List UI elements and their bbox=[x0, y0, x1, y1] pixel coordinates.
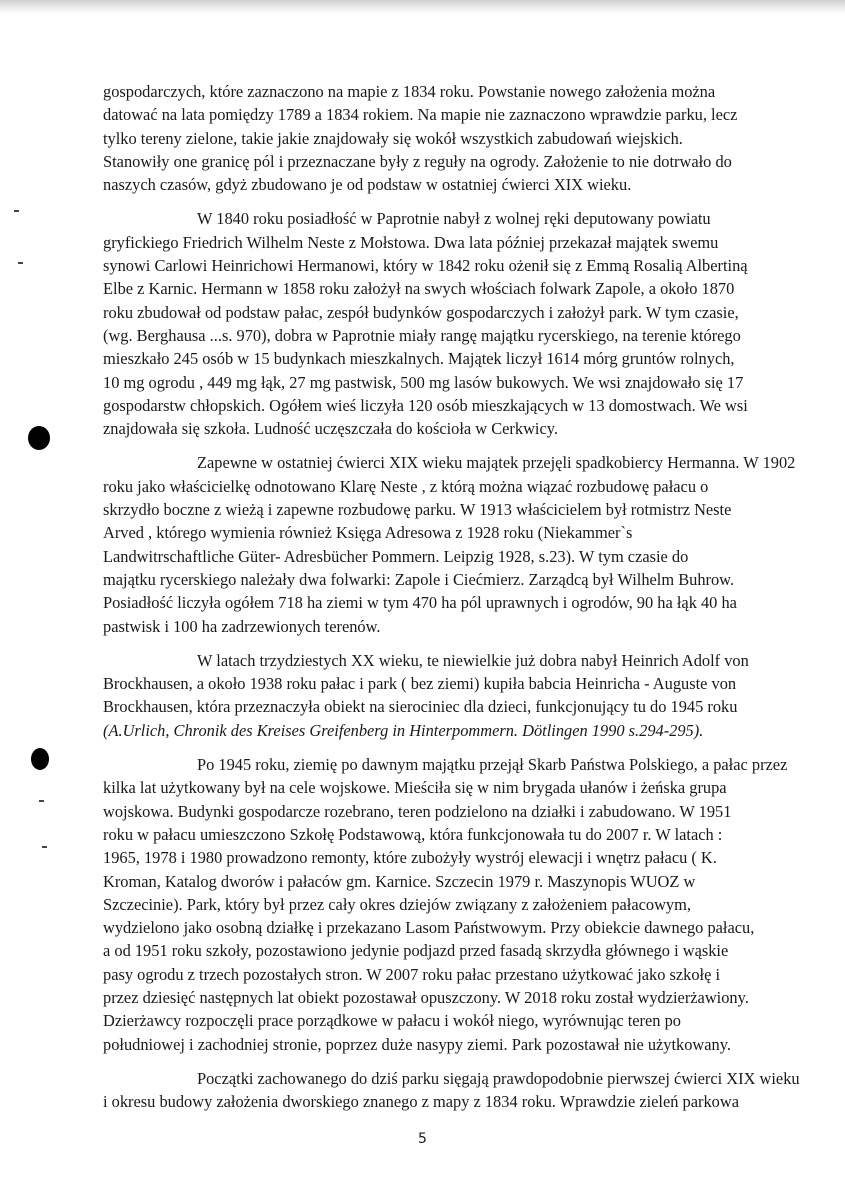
scan-mark bbox=[39, 800, 44, 802]
paragraph bbox=[103, 451, 796, 637]
paragraph bbox=[103, 753, 788, 1056]
text-line: naszych czasów, gdyż zbudowano je od podstaw w ostatniej ćwierci XIX wieku. bbox=[103, 175, 632, 195]
text-line: datować na lata pomiędzy 1789 a 1834 rokiem. Na mapie nie zaznaczono wprawdzie parku, lecz bbox=[103, 105, 738, 125]
paragraph bbox=[103, 207, 783, 440]
text-line: pasy ogrodu z trzech pozostałych stron. W 2007 roku pałac przestano użytkować jako szkołę i bbox=[103, 964, 721, 984]
text-line: 1965, 1978 i 1980 prowadzono remonty, które zubożyły wystrój elewacji i wnętrz pałacu ( K. bbox=[103, 848, 717, 868]
text-line: Landwitrschaftliche Güter- Adresbücher Pommern. Leipzig 1928, s.23). W tym czasie do bbox=[103, 546, 689, 566]
scan-mark bbox=[14, 210, 19, 212]
text-line: Brockhausen, która przeznaczyła obiekt na sierociniec dla dzieci, funkcjonujący tu do 1945 roku bbox=[103, 697, 738, 717]
text-line: (A.Urlich, Chronik des Kreises Greifenberg in Hinterpommern. Dötlingen 1990 s.294-295). bbox=[103, 720, 704, 740]
text-line: Brockhausen, a około 1938 roku pałac i park ( bez ziemi) kupiła babcia Heinricha - Auguste von bbox=[103, 674, 737, 694]
text-line: i okresu budowy założenia dworskiego znanego z mapy z 1834 roku. Wprawdzie zieleń parkowa bbox=[103, 1092, 739, 1112]
text-line: skrzydło boczne z wieżą i zapewne rozbudowę parku. W 1913 właścicielem był rotmistrz Neste bbox=[103, 500, 732, 520]
page-number: 5 bbox=[418, 1131, 427, 1147]
text-line: Kroman, Katalog dworów i pałaców gm. Karnice. Szczecin 1979 r. Maszynopis WUOZ w bbox=[103, 871, 696, 891]
text-line: gospodarczych, które zaznaczono na mapie z 1834 roku. Powstanie nowego założenia można bbox=[103, 82, 716, 101]
text-line: znajdowała się szkoła. Ludność uczęszczała do kościoła w Cerkwicy. bbox=[103, 419, 558, 439]
text-line: majątku rycerskiego należały dwa folwarki: Zapole i Ciećmierz. Zarządcą był Wilhelm Buhrow. bbox=[103, 569, 735, 589]
paragraph bbox=[103, 649, 783, 742]
text-line: Zapewne w ostatniej ćwierci XIX wieku majątek przejęli spadkobiercy Hermanna. W 1902 bbox=[197, 453, 796, 473]
text-line: kilka lat użytkowany był na cele wojskowe. Mieściła się w nim brygada ułanów i żeńska grupa bbox=[103, 778, 727, 798]
text-line: 10 mg ogrodu , 449 mg łąk, 27 mg pastwisk, 500 mg lasów bukowych. We wsi znajdowało się 17 bbox=[103, 372, 744, 392]
text-line: południowej i zachodniej stronie, poprzez duże nasypy ziemi. Park pozostawał nie użytkowany. bbox=[103, 1034, 731, 1054]
text-line: (wg. Berghausa ...s. 970), dobra w Paprotnie miały rangę majątku rycerskiego, na terenie którego bbox=[103, 325, 741, 345]
punch-hole bbox=[28, 426, 50, 450]
text-line: Początki zachowanego do dziś parku sięgają prawdopodobnie pierwszej ćwierci XIX wieku bbox=[197, 1068, 800, 1088]
punch-hole bbox=[31, 748, 49, 770]
scan-mark bbox=[18, 262, 23, 264]
text-line: Elbe z Karnic. Hermann w 1858 roku założył na swych włościach folwark Zapole, a około 1870 bbox=[103, 279, 735, 299]
text-line: a od 1951 roku szkoły, pozostawiono jedynie podjazd przed fasadą skrzydła głównego i wąskie bbox=[103, 941, 729, 961]
text-line: wojskowa. Budynki gospodarcze rozebrano, teren podzielono na działki i zabudowano. W 1951 bbox=[103, 801, 732, 821]
body-text bbox=[103, 80, 800, 1124]
text-line: synowi Carlowi Heinrichowi Hermanowi, który w 1842 roku ożenił się z Emmą Rosalią Albertiną bbox=[103, 256, 748, 276]
text-line: Szczecinie). Park, który był przez cały okres dziejów związany z założeniem pałacowym, bbox=[103, 894, 691, 914]
scan-top-edge bbox=[0, 0, 845, 14]
text-line: tylko tereny zielone, takie jakie znajdowały się wokół wszystkich zabudowań wiejskich. bbox=[103, 128, 683, 148]
text-line: pastwisk i 100 ha zadrzewionych terenów. bbox=[103, 616, 381, 636]
text-line: mieszkało 245 osób w 15 budynkach mieszkalnych. Majątek liczył 1614 mórg gruntów rolnych, bbox=[103, 349, 735, 369]
text-line: przez dziesięć następnych lat obiekt pozostawał opuszczony. W 2018 roku został wydzierżawiony. bbox=[103, 987, 749, 1007]
text-line: W latach trzydziestych XX wieku, te niewielkie już dobra nabył Heinrich Adolf von bbox=[197, 650, 749, 670]
text-line: roku zbudował od podstaw pałac, zespół budynków gospodarczych i założył park. W tym czasie, bbox=[103, 302, 739, 322]
text-line: Dzierżawcy rozpoczęli prace porządkowe w pałacu i wokół niego, wyrównując teren po bbox=[103, 1011, 681, 1031]
text-line: Po 1945 roku, ziemię po dawnym majątku przejął Skarb Państwa Polskiego, a pałac przez bbox=[197, 755, 788, 775]
text-line: Arved , którego wymienia również Księga Adresowa z 1928 roku (Niekammer`s bbox=[103, 523, 633, 543]
text-line: wydzielono jako osobną działkę i przekazano Lasom Państwowym. Przy obiekcie dawnego pałacu, bbox=[103, 918, 755, 938]
text-line: W 1840 roku posiadłość w Paprotnie nabył z wolnej ręki deputowany powiatu bbox=[197, 209, 711, 229]
text-line: Stanowiły one granicę pól i przeznaczane były z reguły na ogrody. Założenie to nie dotrwało do bbox=[103, 151, 732, 171]
paragraph bbox=[103, 1067, 800, 1114]
text-line: roku w pałacu umieszczono Szkołę Podstawową, która funkcjonowała tu do 2007 r. W latach : bbox=[103, 824, 723, 844]
text-line: roku jako właścicielkę odnotowano Klarę Neste , z którą można wiązać rozbudowę pałacu o bbox=[103, 476, 709, 496]
paragraph bbox=[103, 80, 783, 196]
text-line: gospodarstw chłopskich. Ogółem wieś liczyła 120 osób mieszkających w 13 domostwach. We wsi bbox=[103, 395, 748, 415]
scan-mark bbox=[42, 846, 47, 848]
text-line: Posiadłość liczyła ogółem 718 ha ziemi w tym 470 ha pól uprawnych i ogrodów, 90 ha łąk 40 ha bbox=[103, 593, 737, 613]
text-line: gryfickiego Friedrich Wilhelm Neste z Mołstowa. Dwa lata później przekazał majątek swemu bbox=[103, 232, 719, 252]
